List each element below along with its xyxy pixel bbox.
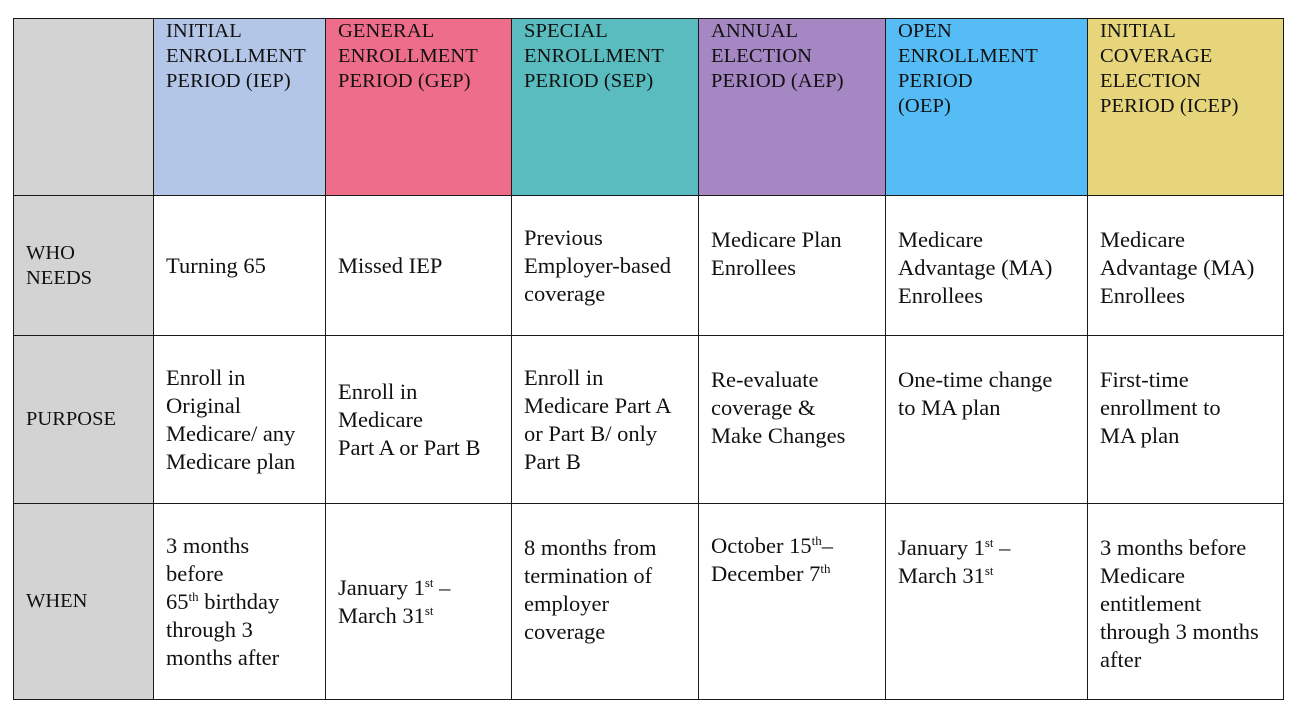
when-iep bbox=[154, 504, 326, 700]
when-aep-dash: – bbox=[821, 533, 833, 558]
when-gep-start bbox=[338, 574, 501, 602]
row-label-purpose: PURPOSE bbox=[14, 336, 154, 504]
when-oep-end bbox=[898, 562, 1077, 590]
who-needs-aep: Medicare Plan Enrollees bbox=[699, 196, 886, 336]
purpose-icep: First-time enrollment to MA plan bbox=[1088, 336, 1284, 504]
when-aep-end-suffix: th bbox=[820, 561, 831, 576]
when-oep-dash: – bbox=[993, 535, 1011, 560]
when-aep-end-date: December 7 bbox=[711, 561, 821, 586]
when-oep bbox=[886, 504, 1088, 700]
row-label-when: WHEN bbox=[14, 504, 154, 700]
header-iep: INITIAL ENROLLMENT PERIOD (IEP) bbox=[154, 19, 326, 196]
when-aep-start-date: October 15 bbox=[711, 533, 812, 558]
when-oep-start bbox=[898, 534, 1077, 562]
header-oep: OPEN ENROLLMENT PERIOD (OEP) bbox=[886, 19, 1088, 196]
when-aep-start bbox=[711, 532, 875, 560]
when-gep-end bbox=[338, 602, 501, 630]
when-oep-end-date: March 31 bbox=[898, 563, 985, 588]
purpose-iep: Enroll in Original Medicare/ any Medicare plan bbox=[154, 336, 326, 504]
enrollment-periods-table bbox=[13, 18, 1284, 700]
when-iep-age-suffix: th bbox=[188, 588, 199, 604]
when-gep-end-date: March 31 bbox=[338, 602, 425, 628]
when-iep-line1: 3 months bbox=[166, 532, 250, 558]
who-needs-gep: Missed IEP bbox=[326, 196, 512, 336]
who-needs-iep: Turning 65 bbox=[154, 196, 326, 336]
when-oep-start-date: January 1 bbox=[898, 535, 985, 560]
who-needs-sep: Previous Employer-based coverage bbox=[512, 196, 699, 336]
when-gep bbox=[326, 504, 512, 700]
row-label-who-needs: WHO NEEDS bbox=[14, 196, 154, 336]
header-aep: ANNUAL ELECTION PERIOD (AEP) bbox=[699, 19, 886, 196]
when-gep-dash: – bbox=[433, 574, 451, 600]
when-aep-end bbox=[711, 560, 875, 588]
header-gep: GENERAL ENROLLMENT PERIOD (GEP) bbox=[326, 19, 512, 196]
who-needs-oep: Medicare Advantage (MA) Enrollees bbox=[886, 196, 1088, 336]
header-row bbox=[14, 19, 1284, 196]
purpose-oep: One-time change to MA plan bbox=[886, 336, 1088, 504]
when-oep-end-suffix: st bbox=[984, 563, 994, 578]
purpose-row bbox=[14, 336, 1284, 504]
when-gep-start-date: January 1 bbox=[338, 574, 425, 600]
when-iep-line5: months after bbox=[166, 644, 280, 670]
who-needs-icep: Medicare Advantage (MA) Enrollees bbox=[1088, 196, 1284, 336]
when-icep: 3 months before Medicare entitlement through 3 months after bbox=[1088, 504, 1284, 700]
when-iep-birthday: birthday bbox=[198, 588, 280, 614]
when-row bbox=[14, 504, 1284, 700]
header-icep: INITIAL COVERAGE ELECTION PERIOD (ICEP) bbox=[1088, 19, 1284, 196]
corner-cell bbox=[14, 19, 154, 196]
when-gep-start-suffix: st bbox=[424, 574, 434, 590]
purpose-sep: Enroll in Medicare Part A or Part B/ only Part B bbox=[512, 336, 699, 504]
when-iep-line2: before bbox=[166, 560, 224, 586]
who-needs-row bbox=[14, 196, 1284, 336]
when-iep-line4: through 3 bbox=[166, 616, 253, 642]
when-iep-line3 bbox=[166, 588, 315, 616]
purpose-gep: Enroll in Medicare Part A or Part B bbox=[326, 336, 512, 504]
when-gep-end-suffix: st bbox=[424, 602, 434, 618]
when-sep: 8 months from termination of employer coverage bbox=[512, 504, 699, 700]
when-aep-start-suffix: th bbox=[811, 533, 822, 548]
when-iep-age: 65 bbox=[166, 588, 189, 614]
header-sep: SPECIAL ENROLLMENT PERIOD (SEP) bbox=[512, 19, 699, 196]
when-oep-start-suffix: st bbox=[984, 535, 994, 550]
purpose-aep: Re-evaluate coverage & Make Changes bbox=[699, 336, 886, 504]
when-aep bbox=[699, 504, 886, 700]
